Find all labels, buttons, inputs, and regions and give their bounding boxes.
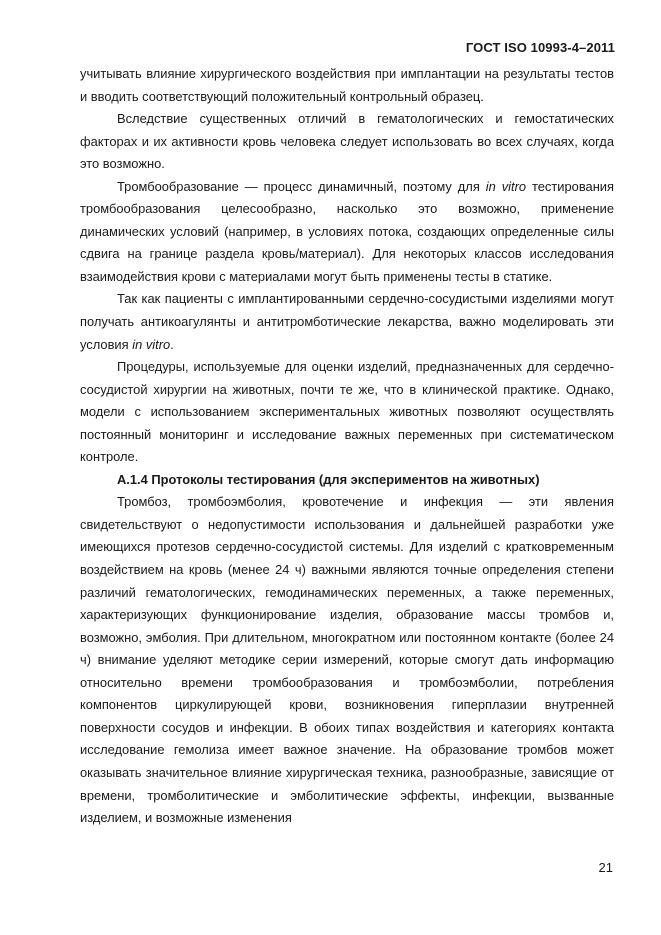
- document-body: [80, 63, 614, 830]
- paragraph-testing-protocols: Тромбоз, тромбоэмболия, кровотечение и инфекция — эти явления свидетельствуют о недопустимости использования и дальнейшей разработки уже имеющихся протезов сердечно-сосудистой системы. Для изделий с кратковременным воздействием на кровь (менее 24 ч) важными являются точные определения степени различий гематологических, гемодинамических переменных, а также переменных, характеризующих функционирование изделия, образование массы тромбов и, возможно, эмболия. При длительном, многократном или постоянном контакте (более 24 ч) внимание уделяют методике серии измерений, которые смогут дать информацию относительно времени тромбообразования и тромбоэмболии, потребления компонентов циркулирующей крови, возникновения гиперплазии внутренней поверхности сосудов и инфекции. В обоих типах воздействия и категориях контакта исследование гемолиза имеет важное значение. На образование тромбов может оказывать значительное влияние хирургическая техника, разнообразные, зависящие от времени, тромболитические и эмболитические эффекты, инфекции, вызванные изделием, и возможные изменения: [80, 494, 614, 826]
- paragraph-thrombus-dynamics: [80, 176, 614, 289]
- text-run: .: [170, 336, 174, 352]
- section-heading: А.1.4 Протоколы тестирования (для экспериментов на животных): [117, 471, 540, 487]
- page-number: 21: [598, 860, 613, 875]
- text-run: Тромбообразование — процесс динамичный, поэтому для: [117, 178, 486, 194]
- paragraph-blood-factors: Вследствие существенных отличий в гематологических и гемостатических факторах и их активности кровь человека следует использовать во всех случаях, когда это возможно.: [80, 111, 614, 172]
- paragraph-procedures: Процедуры, используемые для оценки изделий, предназначенных для сердечно-сосудистой хирургии на животных, почти те же, что в клинической практике. Однако, модели с использованием экспериментальных животных позволяют осуществлять постоянный мониторинг и исследование важных переменных при систематическом контроле.: [80, 359, 614, 465]
- in-vitro-term: in vitro: [485, 178, 527, 194]
- paragraph-anticoagulants: [80, 288, 614, 356]
- paragraph-continuation: учитывать влияние хирургического воздействия при имплантации на результаты тестов и вводить соответствующий положительный контрольный образец.: [80, 66, 614, 104]
- standard-header: ГОСТ ISO 10993-4–2011: [465, 40, 615, 55]
- text-run: Так как пациенты с имплантированными сердечно-сосудистыми изделиями могут получать антикоагулянты и антитромботические лекарства, важно моделировать эти условия: [80, 291, 614, 352]
- text-run: тестирования тромбообразования целесообразно, насколько это возможно, применение динамических условий (например, в условиях потока, создающих определенные силы сдвига на границе раздела кровь/материал). Для некоторых классов исследования взаимодействия крови с материалами могут быть применены тесты в статике.: [80, 178, 614, 284]
- in-vitro-term: in vitro: [132, 336, 171, 352]
